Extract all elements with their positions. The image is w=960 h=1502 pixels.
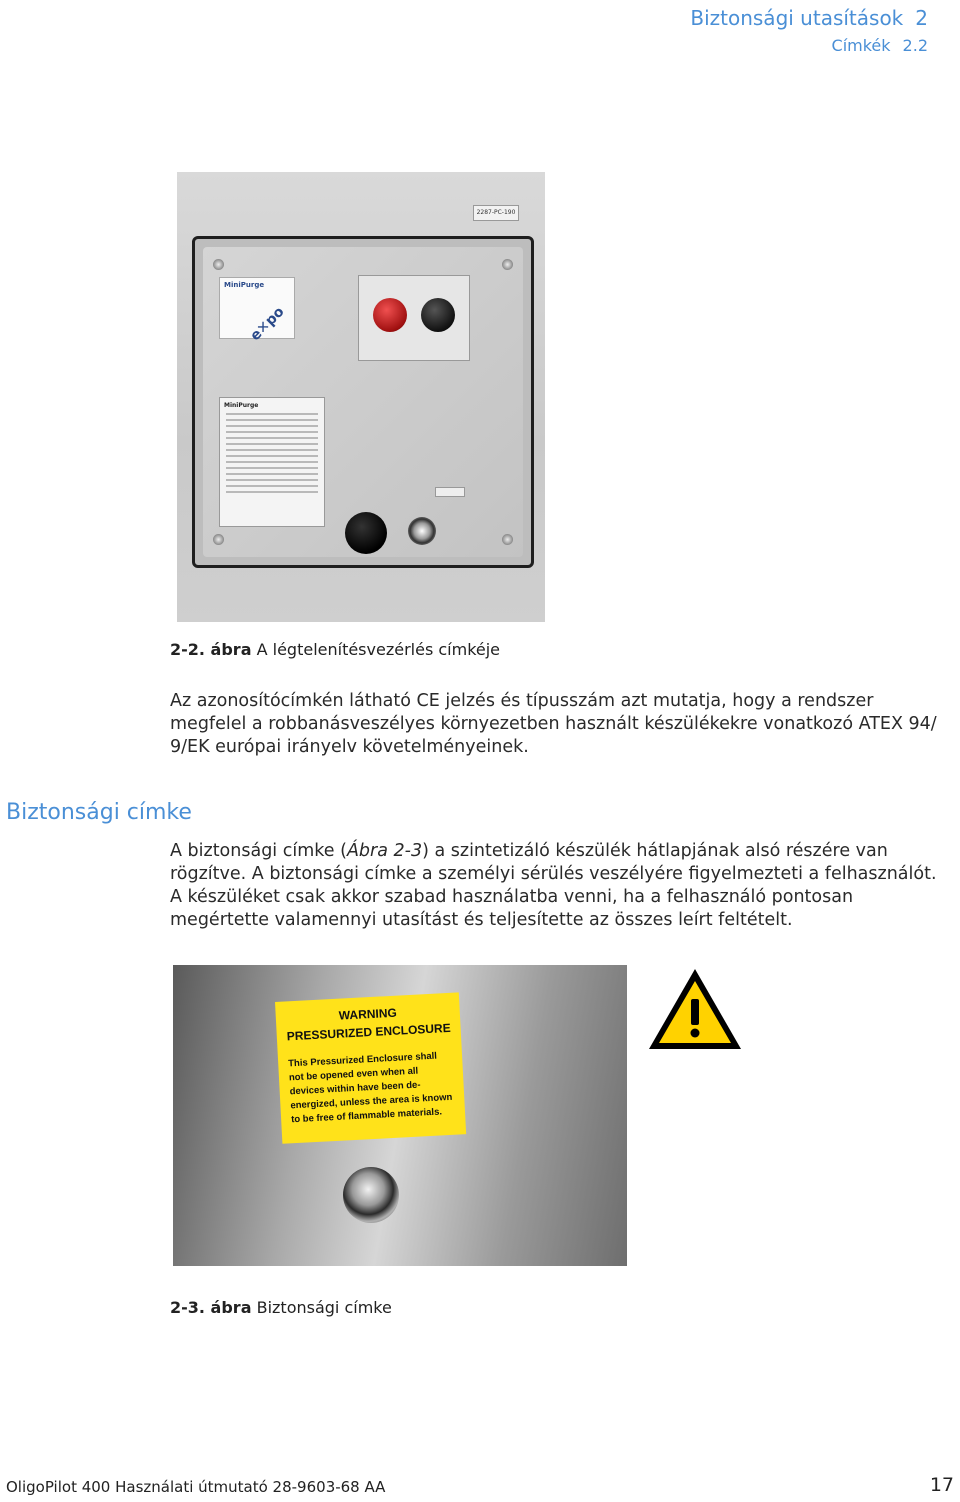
screw-icon: [213, 534, 224, 545]
figure-caption-2-2: [170, 640, 500, 659]
running-header-chapter: [690, 6, 928, 30]
footer-document: OligoPilot 400 Használati útmutató 28-9603-68 AA: [6, 1478, 386, 1496]
page-number: 17: [929, 1474, 954, 1496]
plate-body: This Pressurized Enclosure shall not be opened even when all devices within have been de-energized, unless the area is known to be free of flammable materials.: [287, 1050, 453, 1126]
warning-triangle-icon: [646, 966, 744, 1052]
warning-plate: [275, 992, 466, 1143]
safety-label-photo: [173, 965, 627, 1266]
black-pushbutton: [421, 298, 455, 332]
brand-plate-text: MiniPurge: [224, 281, 265, 289]
figure-caption-2-3: [170, 1298, 392, 1317]
steel-connector: [408, 517, 436, 545]
plate-title: PRESSURIZED ENCLOSURE: [286, 1020, 451, 1044]
brand-plate: [219, 277, 295, 345]
plate-warning: WARNING: [338, 1005, 398, 1023]
running-header-section: [832, 36, 928, 55]
button-plate: [358, 275, 470, 361]
certification-label: [219, 397, 325, 527]
black-round-button: [345, 512, 387, 554]
brand-logo: e✕po: [247, 303, 288, 345]
screw-icon: [502, 259, 513, 270]
section-title: Címkék: [831, 36, 891, 55]
caption-text: A légtelenítésvezérlés címkéje: [256, 640, 501, 659]
paragraph-part2: ) a szintetizáló készülék hátlapjának alsó részére van rögzítve. A biztonsági címke a személyi sérülés veszélyére figyelmezteti a felhasználót. A készüléket csak akkor szabad használatba venni, ha a felhasználó pontosan megértette valamennyi utasítást és teljesítette az összes leírt feltételt.: [170, 841, 937, 930]
figure-reference-link[interactable]: Ábra 2-3: [346, 841, 423, 861]
caption-number: 2-2. ábra: [170, 640, 252, 659]
section-heading: Biztonsági címke: [6, 800, 192, 825]
purge-control-photo: [177, 172, 545, 622]
caption-text: Biztonsági címke: [256, 1298, 392, 1317]
small-tag: [435, 487, 465, 497]
chapter-title: Biztonsági utasítások: [690, 6, 904, 30]
control-enclosure: [192, 236, 534, 568]
screw-icon: [502, 534, 513, 545]
key-lock: [343, 1167, 399, 1223]
section-number: 2.2: [902, 36, 928, 55]
chapter-number: 2: [915, 6, 928, 30]
equipment-tag: 2287-PC-190: [473, 205, 519, 221]
red-pushbutton: [373, 298, 407, 332]
caption-number: 2-3. ábra: [170, 1298, 252, 1317]
cert-title: MiniPurge: [224, 402, 259, 409]
ce-paragraph: Az azonosítócímkén látható CE jelzés és típusszám azt mutatja, hogy a rendszer megfelel a robbanásveszélyes környezetben használt készülékekre vonatkozó ATEX 94/ 9/EK európai irányelv követelményeinek.: [170, 691, 937, 757]
screw-icon: [213, 259, 224, 270]
control-panel: [203, 247, 523, 557]
safety-label-paragraph: [170, 840, 940, 932]
paragraph-part1: A biztonsági címke (: [170, 841, 347, 861]
